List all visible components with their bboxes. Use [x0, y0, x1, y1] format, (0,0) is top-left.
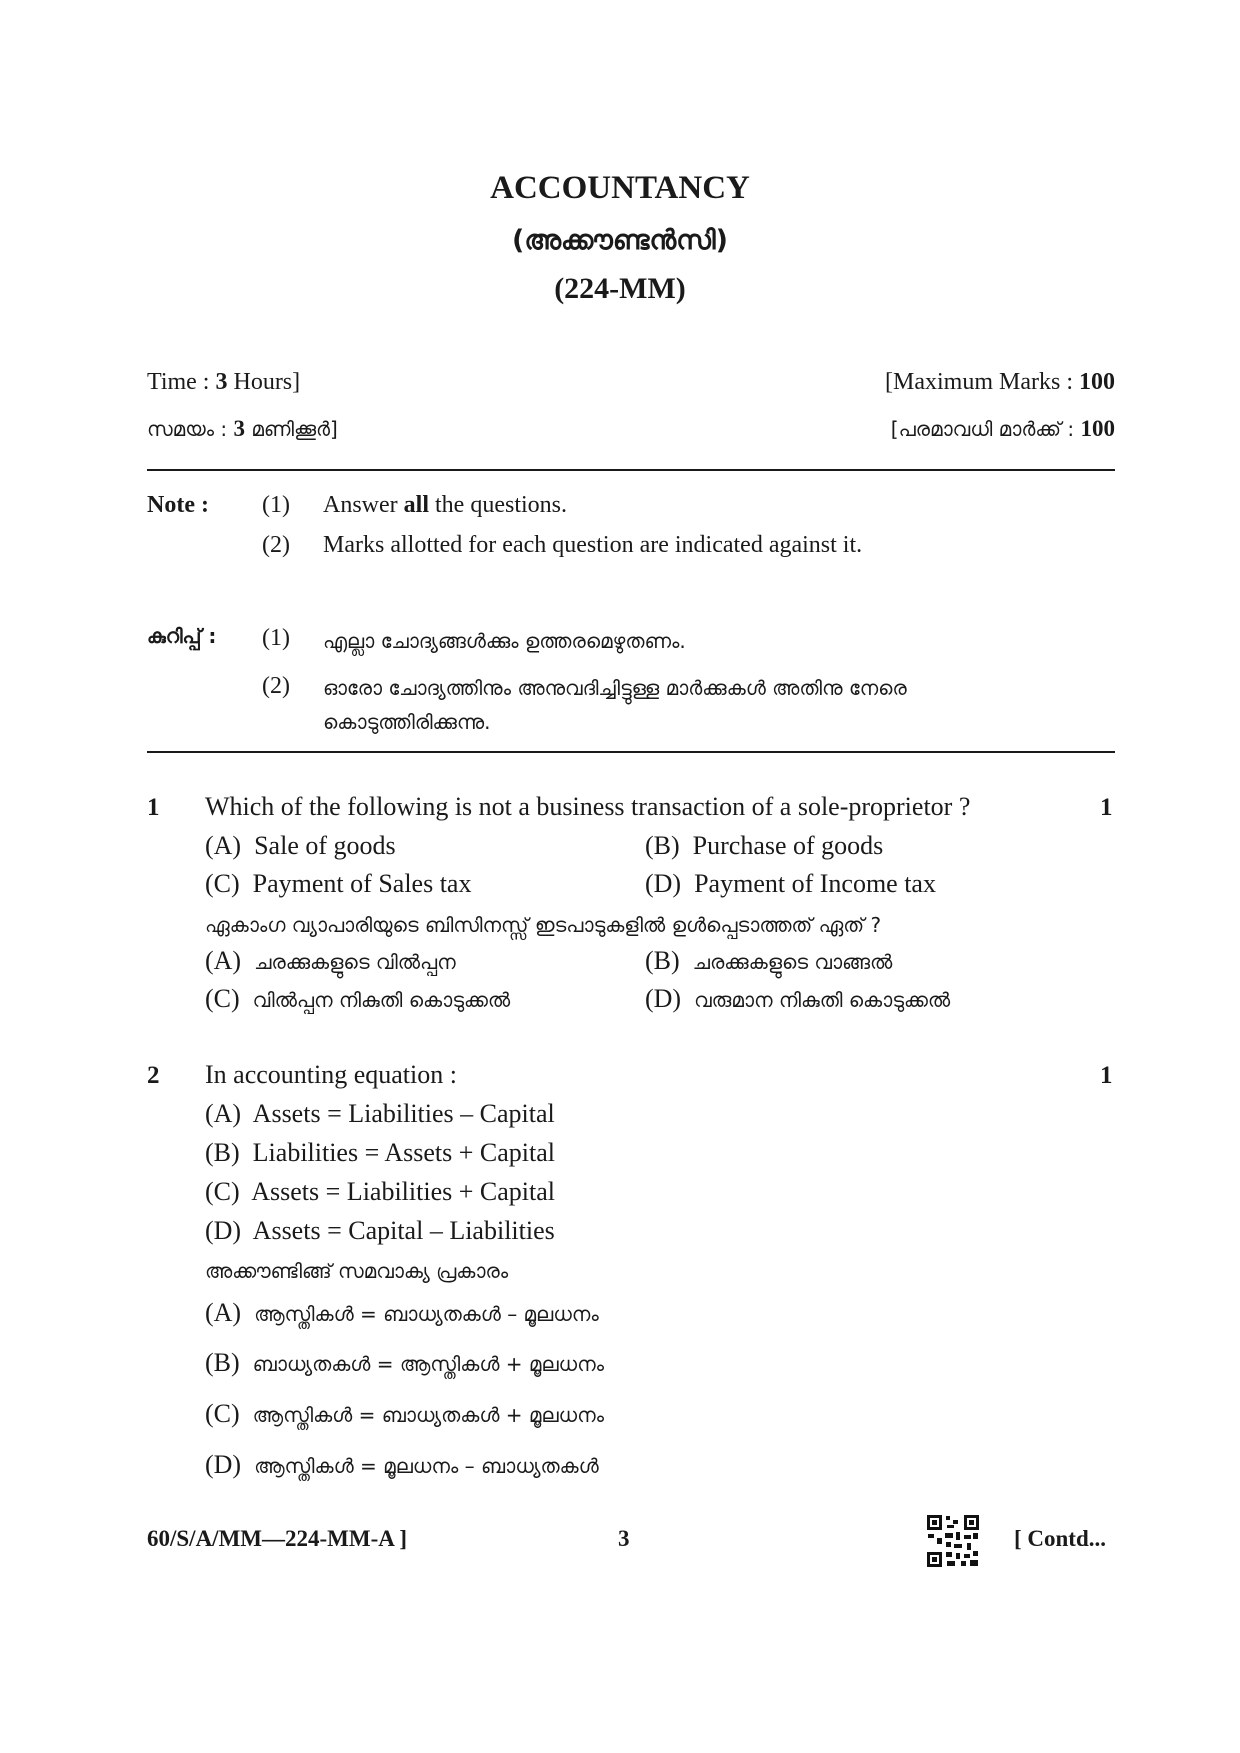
option-c: (C) Payment of Sales tax	[205, 869, 472, 898]
note-item-text: Answer all the questions.	[323, 492, 567, 518]
question-number: 2	[147, 1062, 160, 1089]
time-marks-row-malayalam	[147, 416, 1115, 442]
note-item-number: (1)	[262, 492, 290, 518]
option-c-malayalam: (C) വിൽപ്പന നികുതി കൊടുക്കൽ	[205, 984, 511, 1013]
max-marks-label-malayalam: [പരമാവധി മാർക്ക് : 100	[890, 416, 1115, 441]
option-d: (D) Assets = Capital – Liabilities	[205, 1216, 555, 1245]
note-item-number: (1)	[262, 625, 290, 651]
question-marks: 1	[1100, 794, 1113, 821]
option-b: (B) Purchase of goods	[645, 831, 884, 860]
footer-paper-code: 60/S/A/MM—224-MM-A ]	[147, 1526, 407, 1551]
paper-code: (224-MM)	[554, 272, 686, 305]
max-marks-label: [Maximum Marks : 100	[885, 369, 1115, 395]
note-label: Note :	[147, 492, 209, 518]
note-item-text: Marks allotted for each question are indicated against it.	[323, 532, 863, 558]
note-item-number: (2)	[262, 673, 290, 699]
page-number: 3	[618, 1526, 630, 1551]
option-c: (C) Assets = Liabilities + Capital	[205, 1177, 555, 1206]
time-label: Time : 3 Hours]	[147, 369, 301, 395]
option-d-malayalam: (D) വരുമാന നികുതി കൊടുക്കൽ	[645, 984, 951, 1013]
option-c-malayalam: (C) ആസ്തികൾ = ബാധ്യതകൾ + മൂലധനം	[205, 1399, 605, 1428]
option-a: (A) Assets = Liabilities – Capital	[205, 1099, 555, 1128]
question-text: In accounting equation :	[205, 1060, 457, 1089]
option-b: (B) Liabilities = Assets + Capital	[205, 1138, 555, 1167]
continued-label: [ Contd...	[1014, 1526, 1107, 1551]
question-text-malayalam: ഏകാംഗ വ്യാപാരിയുടെ ബിസിനസ്സ് ഇടപാടുകളിൽ ഉൾപ്പെടാത്തത് ഏത് ?	[205, 913, 882, 937]
paper-subtitle-malayalam: (അക്കൗണ്ടൻസി)	[512, 225, 728, 256]
option-a-malayalam: (A) ആസ്തികൾ = ബാധ്യതകൾ – മൂലധനം	[205, 1298, 599, 1327]
option-d: (D) Payment of Income tax	[645, 869, 936, 898]
note-item-number: (2)	[262, 532, 290, 558]
option-d-malayalam: (D) ആസ്തികൾ = മൂലധനം – ബാധ്യതകൾ	[205, 1450, 599, 1479]
note-label-malayalam: കുറിപ്പ് :	[147, 624, 217, 648]
note-item-text-malayalam: എല്ലാ ചോദ്യങ്ങൾക്കും ഉത്തരമെഴുതണം.	[323, 629, 686, 653]
qr-code-icon	[926, 1514, 980, 1568]
question-number: 1	[147, 794, 160, 821]
question-text: Which of the following is not a business transaction of a sole-proprietor ?	[205, 792, 971, 821]
note-item-text-malayalam: ഓരോ ചോദ്യത്തിനും അനുവദിച്ചിട്ടുള്ള മാർക്കുകൾ അതിനു നേരെ കൊടുത്തിരിക്കുന്നു.	[323, 676, 907, 734]
question-text-malayalam: അക്കൗണ്ടിങ്ങ് സമവാക്യ പ്രകാരം	[205, 1259, 509, 1283]
divider-bottom	[147, 751, 1115, 753]
option-b-malayalam: (B) ബാധ്യതകൾ = ആസ്തികൾ + മൂലധനം	[205, 1348, 605, 1377]
time-label-malayalam: സമയം : 3 മണിക്കൂർ]	[147, 416, 338, 441]
paper-title: ACCOUNTANCY	[490, 170, 750, 206]
option-a-malayalam: (A) ചരക്കുകളുടെ വിൽപ്പന	[205, 946, 456, 975]
time-marks-row	[147, 369, 1115, 396]
divider-top	[147, 469, 1115, 471]
option-a: (A) Sale of goods	[205, 831, 396, 860]
question-marks: 1	[1100, 1062, 1113, 1089]
option-b-malayalam: (B) ചരക്കുകളുടെ വാങ്ങൽ	[645, 946, 893, 975]
